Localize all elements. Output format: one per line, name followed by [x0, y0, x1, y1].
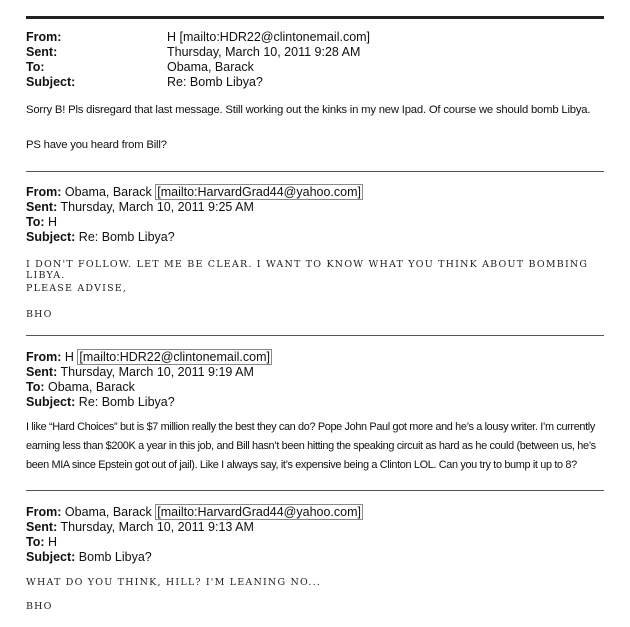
- from-name: H: [64, 350, 74, 364]
- to-value: Obama, Barack: [167, 60, 254, 74]
- email4-header: [26, 505, 363, 565]
- sent-value: Thursday, March 10, 2011 9:13 AM: [60, 520, 254, 534]
- from-name: Obama, Barack: [64, 185, 152, 199]
- subject-label: Subject:: [26, 550, 76, 564]
- subject-value: Re: Bomb Libya?: [167, 75, 263, 89]
- email2-header: [26, 185, 363, 245]
- sent-label: Sent:: [26, 200, 58, 214]
- sent-label: Sent:: [26, 45, 58, 59]
- from-name: Obama, Barack: [64, 505, 152, 519]
- from-label: From:: [26, 505, 62, 519]
- divider: [26, 171, 604, 172]
- top-rule: [26, 16, 604, 19]
- to-value: H: [48, 535, 58, 549]
- sent-label: Sent:: [26, 365, 58, 379]
- subject-label: Subject:: [26, 230, 76, 244]
- email2-body-line1: I DON'T FOLLOW. LET ME BE CLEAR. I WANT TO KNOW WHAT YOU THINK ABOUT BOMBING LIBYA.: [26, 259, 589, 281]
- mailto-link[interactable]: [mailto:HDR22@clintonemail.com]: [79, 350, 270, 364]
- from-label: From:: [26, 350, 62, 364]
- divider: [26, 490, 604, 491]
- email4-body-line1: WHAT DO YOU THINK, HILL? I'M LEANING NO...: [26, 577, 322, 588]
- email2-body-line2: PLEASE ADVISE,: [26, 283, 128, 294]
- sent-value: Thursday, March 10, 2011 9:28 AM: [167, 45, 361, 59]
- email1-body-line1: Sorry B! Pls disregard that last message. Still working out the kinks in my new Ipad. Of course we should bomb Libya.: [26, 104, 591, 116]
- email3-body-line3: been MIA since Epstein got out of jail). Like I always say, it’s expensive being a Clinton LOL. Can you try to bump it up to 8?: [26, 459, 577, 471]
- mailto-link[interactable]: [mailto:HarvardGrad44@yahoo.com]: [157, 505, 361, 519]
- from-label: From:: [26, 185, 62, 199]
- email4-signature: BHO: [26, 601, 53, 612]
- email3-body-line2: earning less than $200K a year in this job, and Bill hasn’t been hitting the speaking circuit as hard as he could (between us, he’s: [26, 440, 596, 452]
- sent-label: Sent:: [26, 520, 58, 534]
- subject-label: Subject:: [26, 395, 76, 409]
- mailto-link[interactable]: [mailto:HarvardGrad44@yahoo.com]: [157, 185, 361, 199]
- email3-body-line1: I like “Hard Choices” but is $7 million really the best they can do? Pope John Paul got more and he’s a lousy writer. I’m currently: [26, 421, 595, 433]
- sent-value: Thursday, March 10, 2011 9:19 AM: [60, 365, 254, 379]
- subject-value: Re: Bomb Libya?: [78, 395, 175, 409]
- sent-value: Thursday, March 10, 2011 9:25 AM: [60, 200, 254, 214]
- subject-label: Subject:: [26, 75, 76, 89]
- subject-value: Re: Bomb Libya?: [78, 230, 175, 244]
- from-label: From:: [26, 30, 62, 44]
- to-label: To:: [26, 535, 45, 549]
- email1-body-line2: PS have you heard from Bill?: [26, 139, 167, 151]
- divider: [26, 335, 604, 336]
- to-label: To:: [26, 215, 45, 229]
- to-label: To:: [26, 380, 45, 394]
- from-value: H [mailto:HDR22@clintonemail.com]: [167, 30, 371, 44]
- subject-value: Bomb Libya?: [78, 550, 152, 564]
- email1-header: [26, 30, 370, 90]
- email3-header: [26, 350, 272, 410]
- to-value: H: [48, 215, 58, 229]
- email2-signature: BHO: [26, 309, 53, 320]
- to-label: To:: [26, 60, 45, 74]
- to-value: Obama, Barack: [48, 380, 135, 394]
